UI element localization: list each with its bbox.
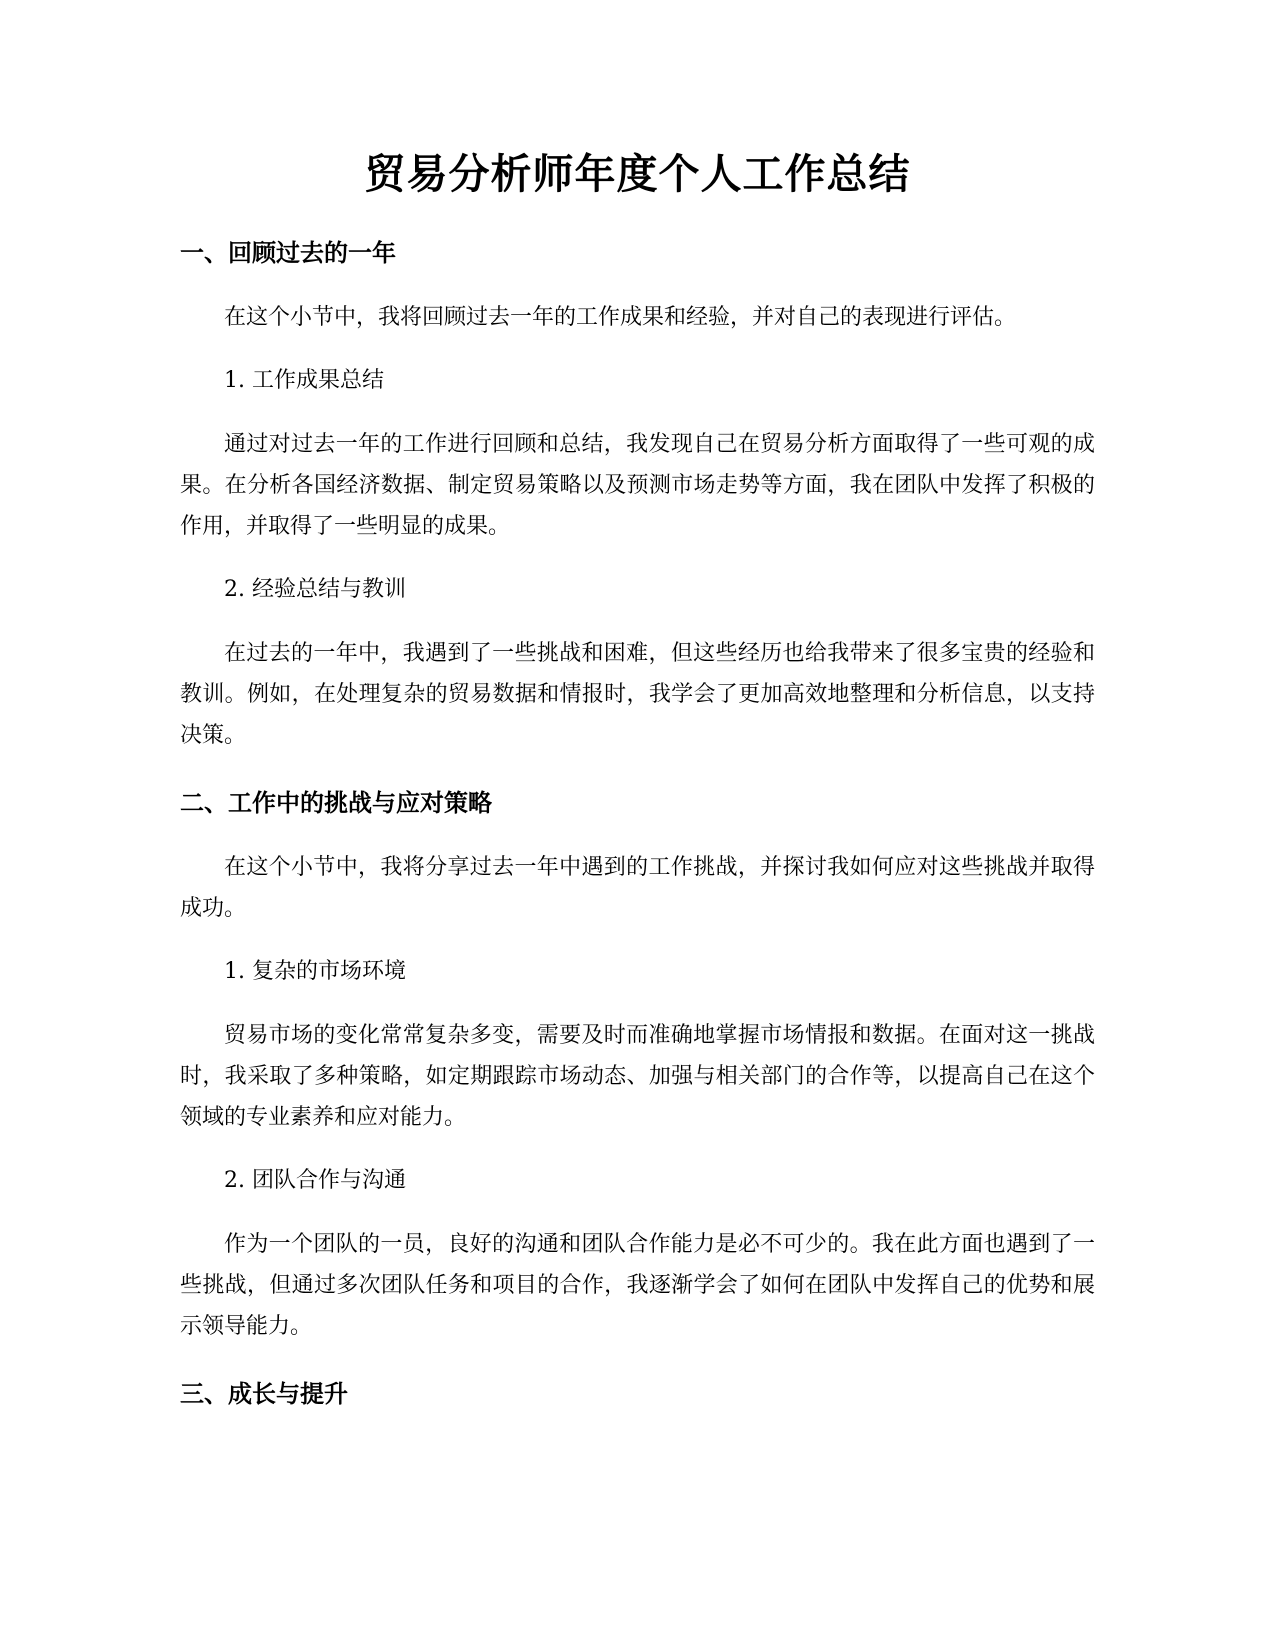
subitem-body-market: 贸易市场的变化常常复杂多变，需要及时而准确地掌握市场情报和数据。在面对这一挑战时，我采取了多种策略，如定期跟踪市场动态、加强与相关部门的合作等，以提高自己在这个领域的专业素养和应对能力。 (180, 1023, 1095, 1130)
subitem-label-teamwork: 2. 团队合作与沟通 (224, 1168, 406, 1193)
section-heading-review: 一、回顾过去的一年 (180, 239, 396, 267)
section-intro-review: 在这个小节中，我将回顾过去一年的工作成果和经验，并对自己的表现进行评估。 (224, 305, 1017, 330)
subitem-body-lessons: 在过去的一年中，我遇到了一些挑战和困难，但这些经历也给我带来了很多宝贵的经验和教训。例如，在处理复杂的贸易数据和情报时，我学会了更加高效地整理和分析信息，以支持决策。 (180, 641, 1095, 748)
subitem-label-achievements: 1. 工作成果总结 (224, 368, 384, 393)
document-title: 贸易分析师年度个人工作总结 (364, 150, 911, 198)
subitem-label-lessons: 2. 经验总结与教训 (224, 577, 406, 602)
subitem-body-teamwork: 作为一个团队的一员，良好的沟通和团队合作能力是必不可少的。我在此方面也遇到了一些挑战，但通过多次团队任务和项目的合作，我逐渐学会了如何在团队中发挥自己的优势和展示领导能力。 (180, 1232, 1095, 1339)
subitem-label-market: 1. 复杂的市场环境 (224, 959, 406, 984)
section-heading-growth: 三、成长与提升 (180, 1380, 348, 1408)
subitem-body-achievements: 通过对过去一年的工作进行回顾和总结，我发现自己在贸易分析方面取得了一些可观的成果。在分析各国经济数据、制定贸易策略以及预测市场走势等方面，我在团队中发挥了积极的作用，并取得了一些明显的成果。 (180, 432, 1095, 539)
section-intro-challenges: 在这个小节中，我将分享过去一年中遇到的工作挑战，并探讨我如何应对这些挑战并取得成功。 (180, 855, 1095, 921)
section-heading-challenges: 二、工作中的挑战与应对策略 (180, 789, 492, 817)
